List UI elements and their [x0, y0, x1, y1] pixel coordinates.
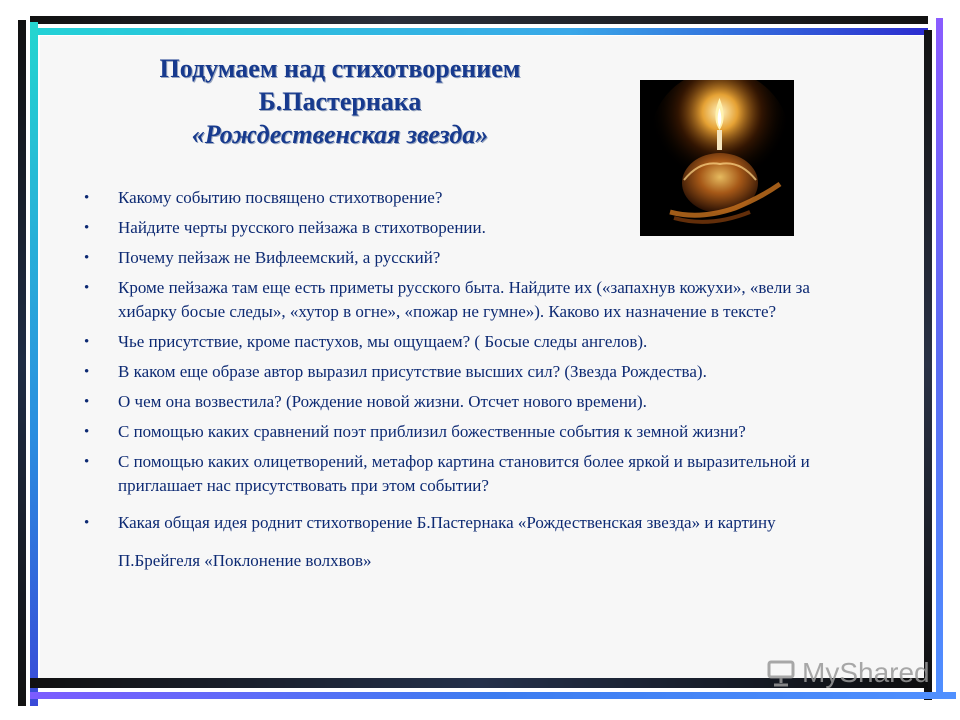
list-item: • Почему пейзаж не Вифлеемский, а русский? [84, 248, 441, 267]
list-item: • О чем она возвестила? (Рождение новой жизни. Отсчет нового времени). [84, 392, 647, 411]
list-item: • Найдите черты русского пейзажа в стихотворении. [84, 218, 486, 237]
question-list [80, 186, 870, 586]
list-item: • Какому событию посвящено стихотворение? [84, 188, 443, 207]
list-item: • С помощью каких сравнений поэт приблизил божественные события к земной жизни? [84, 422, 746, 441]
frame-bar-top-dark [30, 16, 928, 24]
frame-bar-bottom-blue [30, 692, 956, 699]
watermark [766, 656, 930, 690]
title-line-3: «Рождественская звезда» [191, 120, 489, 149]
frame-bar-top-cyan [30, 28, 928, 35]
frame-bar-right-dark [924, 30, 932, 700]
list-item: • В каком еще образе автор выразил присутствие высших сил? (Звезда Рождества). [84, 362, 707, 381]
list-item: • С помощью каких олицетворений, метафор картина становится более яркой и выразительной и приглашает нас присутствовать при этом событии? [84, 452, 810, 495]
title-line-1: Подумаем над стихотворением [159, 54, 521, 83]
list-item: • Какая общая идея роднит стихотворение Б.Пастернака «Рождественская звезда» и картину П.Брейгеля «Поклонение волхвов» [84, 513, 776, 570]
title-line-2: Б.Пастернака [258, 87, 422, 116]
watermark-text: MyShared [802, 657, 930, 688]
slide-title [80, 52, 600, 151]
frame-bar-left-cyan [30, 22, 38, 706]
frame-bar-left-dark [18, 20, 26, 706]
frame-bar-right-purple [936, 18, 943, 698]
list-item: • Кроме пейзажа там еще есть приметы русского быта. Найдите их («запахнув кожухи», «вели за хибарку босые следы», «хутор в огне», «пожар не гумне»). Каково их назначение в тексте? [84, 278, 810, 321]
list-item: • Чье присутствие, кроме пастухов, мы ощущаем? ( Босые следы ангелов). [84, 332, 648, 351]
presentation-board-icon [766, 659, 796, 687]
